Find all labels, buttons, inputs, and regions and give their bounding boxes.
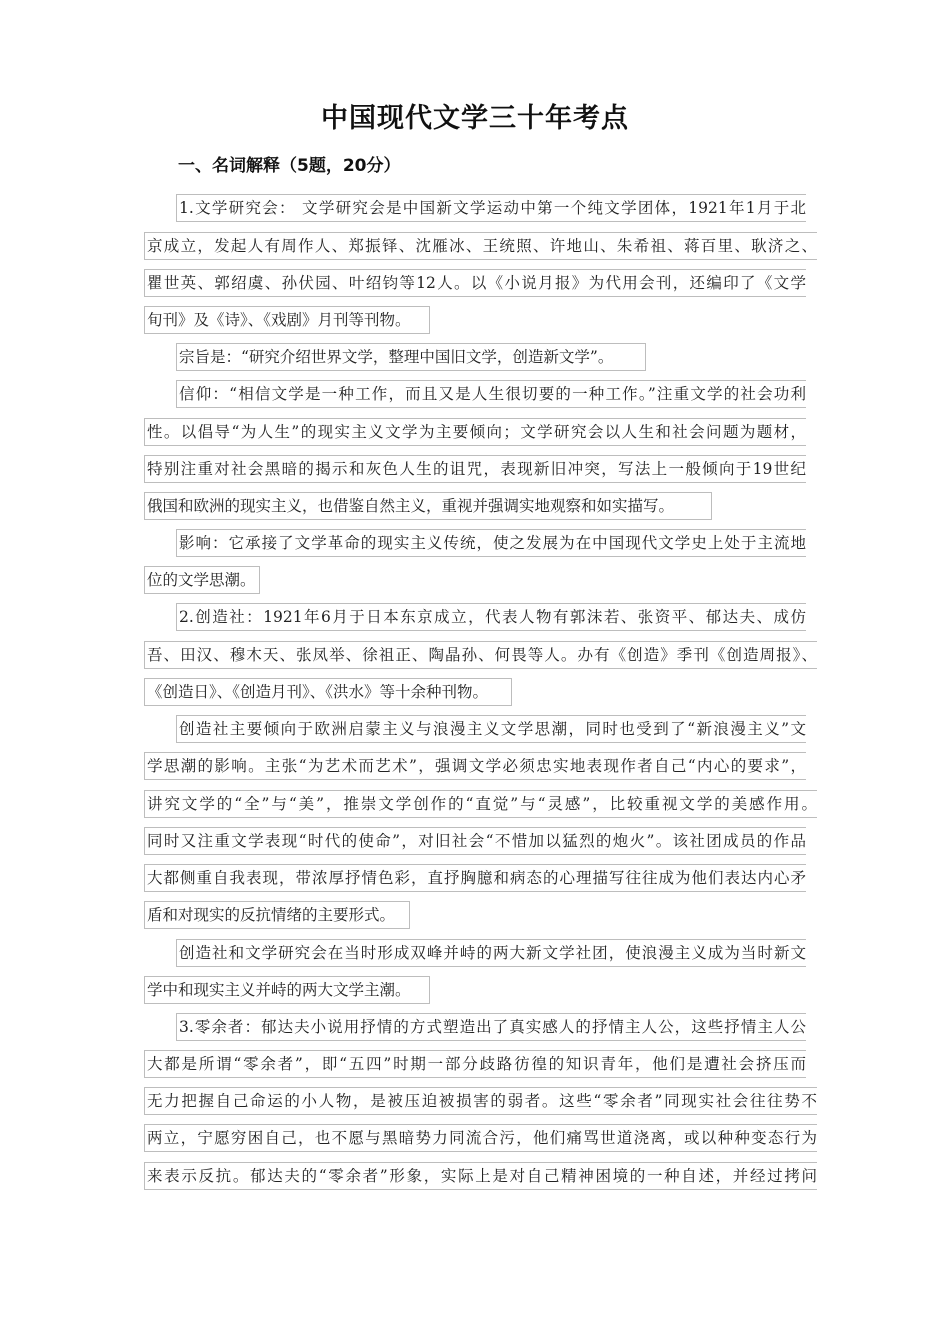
text-line: 3.零余者：郁达夫小说用抒情的方式塑造出了真实感人的抒情主人公，这些抒情主人公: [176, 1013, 806, 1041]
text-line: 宗旨是：“研究介绍世界文学，整理中国旧文学，创造新文学”。: [176, 343, 646, 371]
text-line: 旬刊》及《诗》、《戏剧》月刊等刊物。: [144, 306, 430, 334]
section-heading: 一、名词解释（5题，20分）: [178, 156, 401, 176]
text-line: 《创造日》、《创造月刊》、《洪水》等十余种刊物。: [144, 678, 512, 706]
text-line: 创造社和文学研究会在当时形成双峰并峙的两大新文学社团，使浪漫主义成为当时新文: [176, 939, 806, 967]
text-line: 两立，宁愿穷困自己，也不愿与黑暗势力同流合污，他们痛骂世道浇离，或以种种变态行为: [144, 1124, 817, 1152]
text-line: 来表示反抗。郁达夫的“零余者”形象，实际上是对自己精神困境的一种自述，并经过拷问: [144, 1162, 817, 1190]
text-line: 盾和对现实的反抗情绪的主要形式。: [144, 901, 410, 929]
text-line: 性。以倡导“为人生”的现实主义文学为主要倾向；文学研究会以人生和社会问题为题材，: [144, 418, 806, 446]
text-line: 瞿世英、郭绍虞、孙伏园、叶绍钧等12人。以《小说月报》为代用会刊，还编印了《文学: [144, 269, 806, 297]
text-line: 1.文学研究会： 文学研究会是中国新文学运动中第一个纯文学团体，1921年1月于北: [176, 194, 806, 222]
text-line: 同时又注重文学表现“时代的使命”，对旧社会“不惜加以猛烈的炮火”。该社团成员的作品: [144, 827, 806, 855]
text-line: 信仰：“相信文学是一种工作，而且又是人生很切要的一种工作。”注重文学的社会功利: [176, 380, 806, 408]
text-line: 影响：它承接了文学革命的现实主义传统，使之发展为在中国现代文学史上处于主流地: [176, 529, 806, 557]
text-line: 学中和现实主义并峙的两大文学主潮。: [144, 976, 430, 1004]
text-line: 学思潮的影响。主张“为艺术而艺术”，强调文学必须忠实地表现作者自己“内心的要求”，: [144, 752, 806, 780]
text-line: 大都侧重自我表现，带浓厚抒情色彩，直抒胸臆和病态的心理描写往往成为他们表达内心矛: [144, 864, 806, 892]
text-line: 大都是所谓“零余者”，即“五四”时期一部分歧路彷徨的知识青年，他们是遭社会挤压而: [144, 1050, 806, 1078]
text-line: 2.创造社：1921年6月于日本东京成立，代表人物有郭沫若、张资平、郁达夫、成仿: [176, 603, 806, 631]
text-line: 讲究文学的“全”与“美”，推崇文学创作的“直觉”与“灵感”，比较重视文学的美感作用。: [144, 790, 817, 818]
text-line: 吾、田汉、穆木天、张凤举、徐祖正、陶晶孙、何畏等人。办有《创造》季刊《创造周报》、: [144, 641, 817, 669]
text-line: 京成立，发起人有周作人、郑振铎、沈雁冰、王统照、许地山、朱希祖、蒋百里、耿济之、: [144, 232, 817, 260]
text-line: 特别注重对社会黑暗的揭示和灰色人生的诅咒，表现新旧冲突，写法上一般倾向于19世纪: [144, 455, 806, 483]
text-line: 位的文学思潮。: [144, 566, 260, 594]
text-line: 创造社主要倾向于欧洲启蒙主义与浪漫主义文学思潮，同时也受到了“新浪漫主义”文: [176, 715, 806, 743]
text-line: 无力把握自己命运的小人物，是被压迫被损害的弱者。这些“零余者”同现实社会往往势不: [144, 1087, 817, 1115]
document-title: 中国现代文学三十年考点: [321, 103, 629, 134]
text-line: 俄国和欧洲的现实主义，也借鉴自然主义，重视并强调实地观察和如实描写。: [144, 492, 712, 520]
